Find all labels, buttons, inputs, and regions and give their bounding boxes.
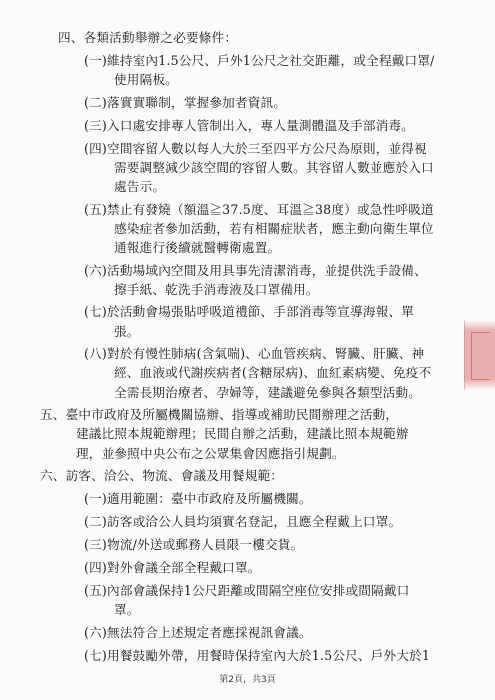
text-line: 建議比照本規範辦理；民間自辦之活動，建議比照本規範辦 xyxy=(76,426,409,442)
text-line: 使用隔板。 xyxy=(114,71,178,87)
text-line: 理，並參照中央公布之公眾集會因應指引規劃。 xyxy=(76,445,345,461)
text-line: (三)物流/外送或郵務人員限一樓交貨。 xyxy=(84,536,304,552)
text-line: 處告示。 xyxy=(114,178,166,194)
text-line: (六)活動場域內空間及用具事先清潔消毒，並提供洗手設備、 xyxy=(84,262,427,278)
text-line: (八)對於有慢性肺病(含氣喘)、心血管疾病、腎臟、肝臟、神 xyxy=(84,346,425,362)
text-line: (一)維持室內1.5公尺、戶外1公尺之社交距離，或全程戴口罩/ xyxy=(84,52,435,68)
text-line: (四)對外會議全部全程戴口罩。 xyxy=(84,559,261,575)
text-line: 擦手紙、乾洗手消毒液及口罩備用。 xyxy=(114,281,319,297)
text-line: (五)禁止有發燒（額溫≧37.5度、耳溫≧38度）或急性呼吸道 xyxy=(84,201,434,217)
text-line: (二)落實實聯制，掌握參加者資訊。 xyxy=(84,94,287,110)
text-line: (六)無法符合上述規定者應採視訊會議。 xyxy=(84,624,312,640)
text-line: 經、血液或代謝疾病者(含糖尿病)、血紅素病變、免疫不 xyxy=(114,365,432,381)
text-line: 六、訪客、洽公、物流、會議及用餐規範： xyxy=(40,468,284,484)
text-line: (三)入口處安排專人管制出入，專人量測體溫及手部消毒。 xyxy=(84,117,415,133)
text-line: (七)於活動會場張貼呼吸道禮節、手部消毒等宣導海報、單 xyxy=(84,304,415,320)
text-line: 五、臺中市政府及所屬機關協辦、指導或補助民間辦理之活動， xyxy=(40,407,399,423)
page-footer: 第2頁，共3頁 xyxy=(219,675,276,685)
text-line: 全需長期治療者、孕婦等，建議避免參與各類型活動。 xyxy=(114,384,422,400)
text-line: (二)訪客或洽公人員均須實名登記，且應全程戴上口罩。 xyxy=(84,514,402,530)
text-line: 需要調整減少該空間的容留人數。其容留人數並應於入口 xyxy=(114,159,434,175)
text-line: 通報進行後續就醫轉衛處置。 xyxy=(114,239,281,255)
text-line: (一)適用範圍：臺中市政府及所屬機關。 xyxy=(84,491,312,507)
text-line: (五)內部會議保持1公尺距離或間隔空座位安排或間隔戴口 xyxy=(84,582,410,598)
text-line: 罩。 xyxy=(114,601,140,617)
text-line: 感染症者參加活動，若有相關症狀者，應主動向衛生單位 xyxy=(114,220,434,236)
red-seal-stamp xyxy=(464,320,495,390)
text-line: (七)用餐鼓勵外帶，用餐時保持室內大於1.5公尺、戶外大於1 xyxy=(84,647,431,663)
text-line: (四)空間容留人數以每人大於三至四平方公尺為原則，並得視 xyxy=(84,140,427,156)
text-line: 張。 xyxy=(114,323,140,339)
text-line: 四、各類活動舉辦之必要條件： xyxy=(58,30,238,45)
